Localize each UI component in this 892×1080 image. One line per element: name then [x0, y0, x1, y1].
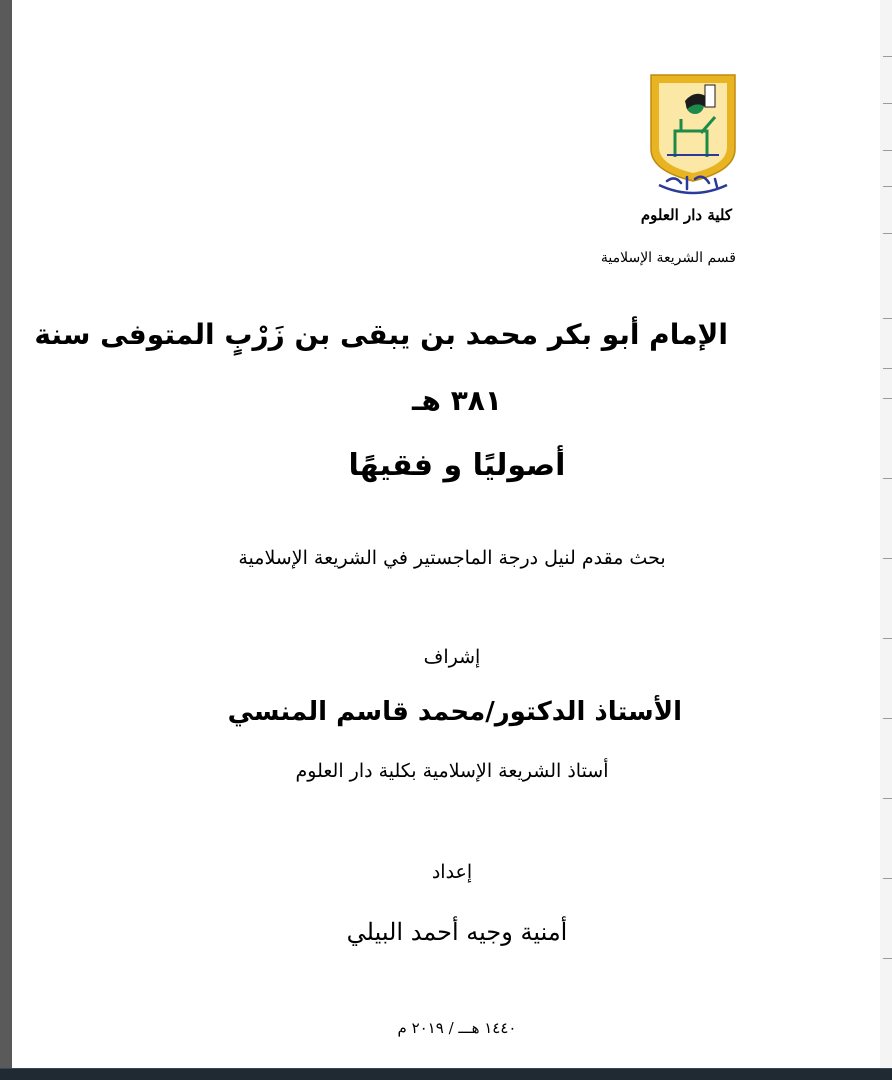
page-edge-mark	[883, 958, 892, 959]
page-edge-mark	[883, 318, 892, 319]
page-edge-mark	[883, 558, 892, 559]
page-edge-mark	[883, 718, 892, 719]
adjacent-page-edge	[880, 0, 892, 1068]
page-edge-mark	[883, 186, 892, 187]
prepared-by-label: إعداد	[431, 861, 473, 883]
document-page	[12, 0, 881, 1068]
university-seal-icon	[645, 71, 741, 199]
page-edge-mark	[883, 638, 892, 639]
thesis-title-line-2: ٣٨١ هـ	[411, 384, 502, 417]
page-edge-mark	[883, 398, 892, 399]
supervision-label: إشراف	[423, 646, 481, 668]
department-name: قسم الشريعة الإسلامية	[600, 250, 736, 266]
page-edge-mark	[883, 798, 892, 799]
page-edge-mark	[883, 56, 892, 57]
supervisor-position: أستاذ الشريعة الإسلامية بكلية دار العلوم	[295, 760, 609, 782]
thesis-title-line-1: الإمام أبو بكر محمد بن يبقى بن زَرْبٍ المتوفى سنة	[34, 318, 728, 351]
degree-statement: بحث مقدم لنيل درجة الماجستير في الشريعة الإسلامية	[238, 547, 666, 569]
page-edge-mark	[883, 103, 892, 104]
taskbar	[0, 1068, 892, 1080]
page-edge-mark	[883, 233, 892, 234]
page-edge-mark	[883, 368, 892, 369]
page-edge-mark	[883, 150, 892, 151]
thesis-title-line-3: أصوليًا و فقيهًا	[348, 448, 566, 483]
author-name: أمنية وجيه أحمد البيلي	[346, 918, 568, 946]
page-edge-mark	[883, 878, 892, 879]
page-edge-mark	[883, 478, 892, 479]
viewer-left-edge	[0, 0, 12, 1079]
submission-date: ١٤٤٠ هـــ / ٢٠١٩ م	[397, 1019, 517, 1037]
college-name: كلية دار العلوم	[640, 206, 732, 224]
supervisor-name: الأستاذ الدكتور/محمد قاسم المنسي	[227, 697, 682, 727]
